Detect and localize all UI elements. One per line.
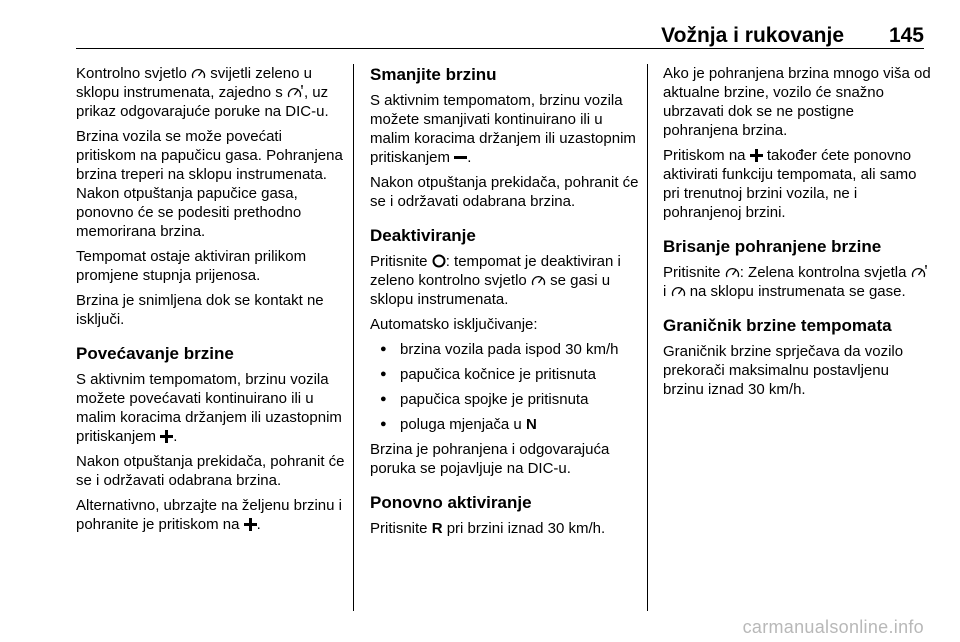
text: i	[663, 283, 667, 300]
plus-icon	[750, 146, 763, 165]
text: se gasi u sklopu instrumenata.	[370, 272, 611, 308]
text: na sklopu instrumenata se gase.	[689, 283, 906, 300]
cruise-control-icon	[671, 282, 686, 301]
speed-limiter-icon	[911, 263, 928, 282]
minus-icon	[454, 148, 467, 167]
text: .	[173, 428, 178, 445]
section-heading: Smanjite brzinu	[370, 65, 497, 84]
plus-icon	[244, 515, 257, 534]
text-column-1	[76, 64, 346, 540]
paragraph: Ako je pohranjena brzina mnogo viša od aktualne brzine, vozilo će snažno ubrzavati dok se ne postigne pohranjena brzina.	[663, 65, 931, 139]
bullet-list	[370, 340, 640, 434]
paragraph: Nakon otpuštanja prekidača, pohranit će se i održavati odabrana brzina.	[76, 453, 345, 489]
cruise-control-icon	[191, 64, 206, 83]
section-heading: Brisanje pohranjene brzine	[663, 237, 882, 256]
cancel-ring-icon	[432, 252, 446, 271]
text: Pritisnite	[663, 264, 721, 281]
resume-letter: R	[431, 520, 443, 537]
header-divider	[76, 48, 924, 49]
text: : Zelena kontrolna svjetla	[739, 264, 907, 281]
text-column-3	[663, 64, 933, 405]
paragraph	[76, 64, 346, 121]
page-header	[76, 24, 924, 48]
chapter-title: Vožnja i rukovanje	[661, 24, 844, 47]
text: S aktivnim tempomatom, brzinu vozila možete povećavati kontinuirano ili u malim koracima držanjem ili uzastopnim pritiskanjem	[76, 371, 342, 445]
paragraph	[76, 370, 346, 446]
list-item: ● papučica spojke je pritisnuta	[370, 390, 640, 409]
cruise-control-icon	[531, 271, 546, 290]
section-heading: Graničnik brzine tempomata	[663, 316, 892, 335]
paragraph	[663, 263, 933, 301]
section-heading: Povećavanje brzine	[76, 344, 234, 363]
text: : tempomat je deaktiviran i zeleno kontrolno svjetlo	[370, 253, 621, 289]
paragraph	[370, 91, 640, 167]
paragraph: Graničnik brzine sprječava da vozilo prekorači maksimalnu postavljenu brzinu iznad 30 km/h.	[663, 343, 904, 398]
text: Alternativno, ubrzajte na željenu brzinu i pohranite je pritiskom na	[76, 497, 342, 533]
column-divider	[647, 64, 648, 611]
paragraph	[76, 496, 346, 534]
paragraph: Brzina je pohranjena i odgovarajuća poruka se pojavljuje na DIC-u.	[370, 441, 610, 477]
watermark: carmanualsonline.info	[742, 617, 924, 637]
page-number: 145	[888, 24, 924, 47]
text: Kontrolno svjetlo	[76, 65, 187, 82]
text: .	[467, 149, 472, 166]
text: također ćete ponovno aktivirati funkciju tempomata, ali samo pri trenutnoj brzini vozila, ne i pohranjenoj brzini.	[663, 147, 917, 221]
speed-limiter-icon	[287, 83, 304, 102]
paragraph: Tempomat ostaje aktiviran prilikom promjene stupnja prijenosa.	[76, 248, 307, 284]
column-divider	[353, 64, 354, 611]
paragraph: Nakon otpuštanja prekidača, pohranit će se i održavati odabrana brzina.	[370, 174, 639, 210]
paragraph: Automatsko isključivanje:	[370, 316, 538, 333]
text: .	[256, 516, 261, 533]
section-heading: Ponovno aktiviranje	[370, 493, 532, 512]
text: Pritisnite	[370, 520, 428, 537]
text: Pritiskom na	[663, 147, 746, 164]
cruise-control-icon	[725, 263, 740, 282]
paragraph: Brzina vozila se može povećati pritiskom na papučicu gasa. Pohranjena brzina treperi na sklopu instrumenata. Nakon otpuštanja papučice gasa, ponovno će se podesiti prethodno memorirana brzina.	[76, 128, 343, 240]
text: S aktivnim tempomatom, brzinu vozila možete smanjivati kontinuirano ili u malim koracima držanjem ili uzastopnim pritiskanjem	[370, 92, 636, 166]
section-heading: Deaktiviranje	[370, 226, 476, 245]
text: poluga mjenjača u	[400, 416, 522, 433]
list-item: ● papučica kočnice je pritisnuta	[370, 365, 640, 384]
text-column-2	[370, 64, 640, 544]
paragraph	[370, 519, 640, 538]
gear-letter: N	[525, 416, 537, 433]
paragraph	[663, 146, 933, 222]
list-item	[370, 415, 640, 434]
paragraph	[370, 252, 640, 309]
text: , uz prikaz odgovarajuće poruke na DIC-u.	[76, 84, 329, 120]
paragraph: Brzina je snimljena dok se kontakt ne isključi.	[76, 292, 324, 328]
plus-icon	[160, 427, 173, 446]
list-item: ● brzina vozila pada ispod 30 km/h	[370, 340, 640, 359]
text: pri brzini iznad 30 km/h.	[446, 520, 606, 537]
text: Pritisnite	[370, 253, 428, 270]
text: svijetli zeleno u sklopu instrumenata, zajedno s	[76, 65, 312, 101]
